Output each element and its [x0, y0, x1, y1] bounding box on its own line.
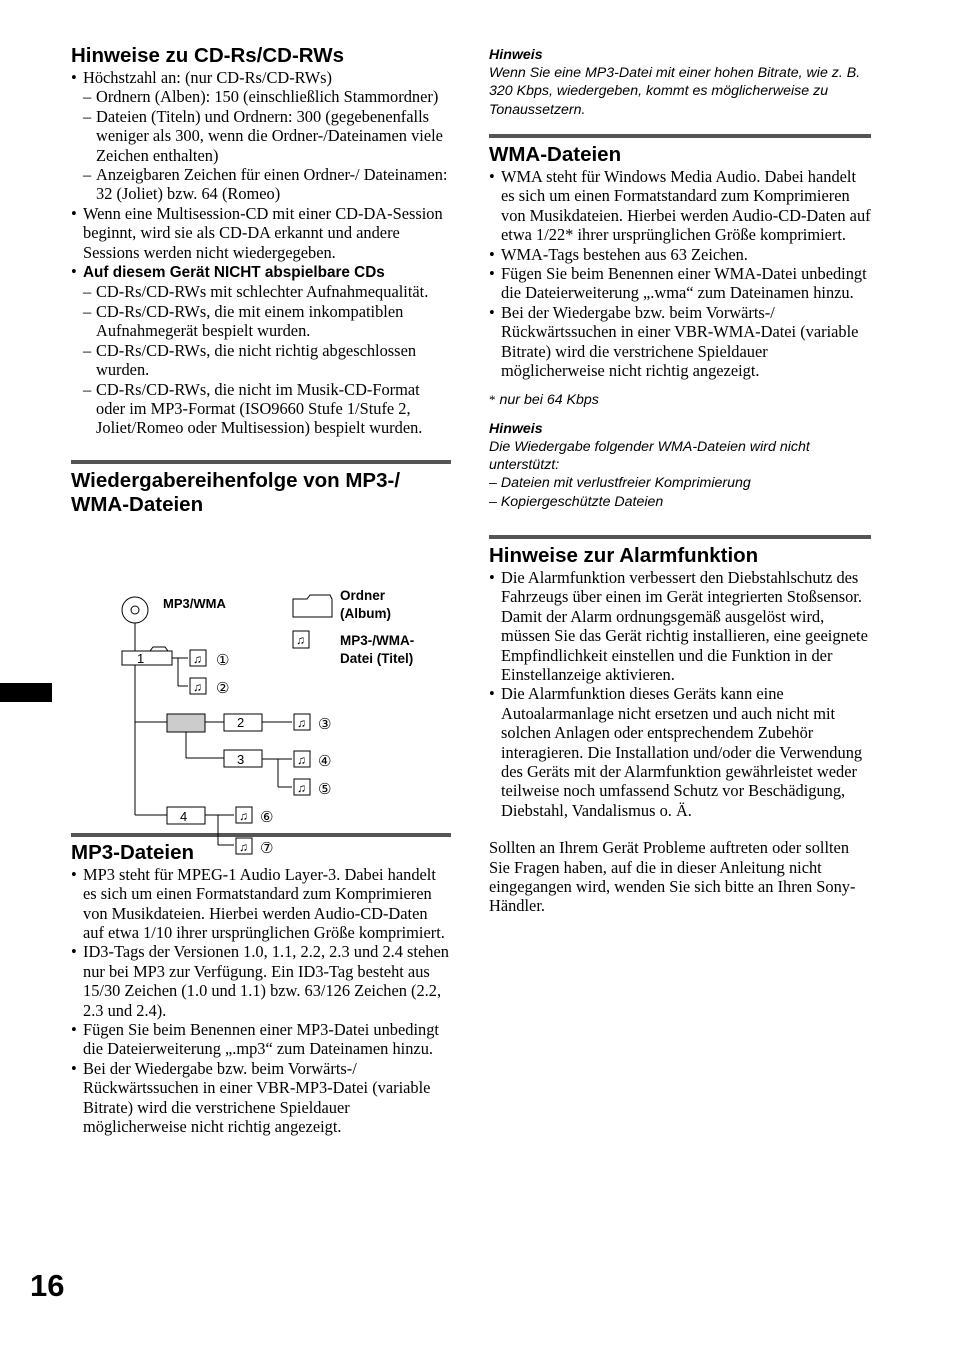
- mp3-heading: MP3-Dateien: [71, 833, 451, 865]
- folder-number: 3: [237, 752, 245, 767]
- svg-text:♫: ♫: [297, 753, 306, 767]
- cd-icon: [122, 597, 148, 623]
- mp3-list: [71, 865, 451, 1137]
- root-label: MP3/WMA: [163, 596, 226, 611]
- file-icon-3: [294, 714, 310, 730]
- folder-2-icon: [167, 714, 205, 732]
- note-title: Hinweis: [489, 47, 543, 63]
- unplayable-heading: Auf diesem Gerät NICHT abspielbare CDs: [83, 264, 385, 282]
- folder-number: 2: [237, 715, 245, 730]
- section-tab-marker: [0, 683, 52, 702]
- footnote-mark: *: [489, 392, 496, 408]
- track-number: ②: [216, 680, 230, 697]
- legend-file-icon: [293, 631, 309, 648]
- note-text: Wenn Sie eine MP3-Datei mit einer hohen Bitrate, wie z. B. 320 Kbps, wiedergeben, kommt es möglicherweise zu Tonaussetzern.: [489, 65, 861, 118]
- list-item: • Bei der Wiedergabe bzw. beim Vorwärts-/ Rückwärtssuchen in einer VBR-WMA-Datei (variable Bitrate) wird die verstrichene Spieldauer möglicherweise nicht richtig angezeigt.: [489, 303, 871, 381]
- cdrs-list: [71, 68, 451, 438]
- note-text: Die Wiedergabe folgender WMA-Dateien wird nicht unterstützt:: [489, 438, 810, 474]
- footnote: [489, 390, 871, 409]
- folder-tree-diagram: [112, 583, 452, 873]
- list-item: • Bei der Wiedergabe bzw. beim Vorwärts-/ Rückwärtssuchen in einer VBR-MP3-Datei (variable Bitrate) wird die verstrichene Spieldauer möglicherweise nicht richtig angezeigt.: [71, 1059, 451, 1137]
- legend-folder-icon: [293, 595, 332, 617]
- folder-number: 1: [137, 651, 145, 666]
- note-text: – Dateien mit verlustfreier Komprimierung: [489, 475, 751, 492]
- list-item: • Die Alarmfunktion verbessert den Diebstahlschutz des Fahrzeugs über einen im Gerät integrierten Stoßsensor. Damit der Alarm ordnungsgemäß ausgelöst wird, müssen Sie das Gerät richtig installieren, eine geeignete Empfindlichkeit einstellen und die Funktion in der Einstellanzeige aktivieren.: [489, 568, 871, 684]
- list-item: • Höchstzahl an: (nur CD-Rs/CD-RWs) – Ordnern (Alben): 150 (einschließlich Stammordner) – Dateien (Titeln) und Ordnern: 300 (gegebenenfalls weniger als 300, wenn die Ordner-/Dateinamen viele Zeichen enthalten) – Anzeigbaren Zeichen für einen Ordner-/ Dateinamen: 32 (Joliet) bzw. 64 (Romeo): [71, 68, 451, 204]
- list-item: – Anzeigbaren Zeichen für einen Ordner-/ Dateinamen: 32 (Joliet) bzw. 64 (Romeo): [71, 165, 451, 204]
- file-icon-6: [236, 807, 252, 823]
- list-item: • Die Alarmfunktion dieses Geräts kann eine Autoalarmanlage nicht ersetzen und auch nicht mit solchen Anlagen oder entsprechendem Zubehör interagieren. Die Installation und/oder die Verwendung des Geräts mit der Alarmfunktion gewährleistet weder teilweise noch umfassend Schutz vor Beschädigung, Diebstahl, Vandalismus o. Ä.: [489, 684, 871, 820]
- svg-text:♫: ♫: [297, 716, 306, 730]
- track-number: ④: [318, 753, 332, 770]
- file-icon-5: [294, 779, 310, 795]
- list-item: – Dateien (Titeln) und Ordnern: 300 (gegebenenfalls weniger als 300, wenn die Ordner-/Dateinamen viele Zeichen enthalten): [71, 107, 451, 165]
- wma-list: [489, 167, 871, 380]
- svg-text:♫: ♫: [297, 781, 306, 795]
- closing-paragraph: Sollten an Ihrem Gerät Probleme auftreten oder sollten Sie Fragen haben, auf die in dieser Anleitung nicht eingegangen wird, wenden Sie sich bitte an Ihren Sony-Händler.: [489, 838, 856, 916]
- list-item: • Fügen Sie beim Benennen einer WMA-Datei unbedingt die Dateierweiterung „.wma“ zum Dateinamen hinzu.: [489, 264, 871, 303]
- cdrs-heading: Hinweise zu CD-Rs/CD-RWs: [71, 44, 344, 67]
- note-title: Hinweis: [489, 420, 543, 437]
- legend-file-label: MP3-/WMA-: [340, 633, 415, 648]
- file-icon-1: [190, 650, 206, 666]
- list-item: – CD-Rs/CD-RWs mit schlechter Aufnahmequalität.: [71, 282, 451, 301]
- file-icon-2: [190, 678, 206, 694]
- track-number: ③: [318, 716, 332, 733]
- list-item: – CD-Rs/CD-RWs, die nicht im Musik-CD-Format oder im MP3-Format (ISO9660 Stufe 1/Stufe 2, Joliet/Romeo oder Multisession) bespielt wurden.: [71, 380, 451, 438]
- list-item: • WMA-Tags bestehen aus 63 Zeichen.: [489, 245, 871, 264]
- list-item: • Wenn eine Multisession-CD mit einer CD-DA-Session beginnt, wird sie als CD-DA erkannt und andere Sessions werden nicht wiedergegeben.: [71, 204, 451, 262]
- svg-text:♫: ♫: [296, 633, 305, 647]
- file-icon-7: [236, 838, 252, 854]
- track-number: ⑤: [318, 781, 332, 798]
- svg-text:♫: ♫: [239, 840, 248, 854]
- list-item: • ID3-Tags der Versionen 1.0, 1.1, 2.2, 2.3 und 2.4 stehen nur bei MP3 zur Verfügung. Ein ID3-Tag besteht aus 15/30 Zeichen (1.0 und 1.1) bzw. 63/126 Zeichen (2.2, 2.3 und 2.4).: [71, 942, 451, 1020]
- list-item: • MP3 steht für MPEG-1 Audio Layer-3. Dabei handelt es sich um einen Formatstandard zum Komprimieren von Musikdateien. Hierbei werden Audio-CD-Daten auf etwa 1/10 ihrer ursprünglichen Größe komprimiert.: [71, 865, 451, 943]
- right-column: [489, 46, 871, 916]
- folder-1-icon: [122, 651, 172, 665]
- alarm-heading: Hinweise zur Alarmfunktion: [489, 535, 871, 568]
- track-number: ⑥: [260, 809, 274, 826]
- svg-text:♫: ♫: [193, 680, 202, 694]
- alarm-list: [489, 568, 871, 820]
- folder-number: 4: [180, 809, 188, 824]
- file-icon-4: [294, 751, 310, 767]
- order-heading: Wiedergabereihenfolge von MP3-/ WMA-Dateien: [71, 460, 451, 517]
- track-number: ⑦: [260, 840, 274, 857]
- legend-file-label-2: Datei (Titel): [340, 651, 414, 666]
- legend-folder-label: Ordner: [340, 588, 386, 603]
- wma-heading: WMA-Dateien: [489, 134, 871, 167]
- svg-text:♫: ♫: [239, 809, 248, 823]
- note-text: – Kopiergeschützte Dateien: [489, 493, 664, 510]
- list-item: – CD-Rs/CD-RWs, die mit einem inkompatiblen Aufnahmegerät bespielt wurden.: [71, 302, 451, 341]
- svg-text:♫: ♫: [193, 652, 202, 666]
- list-item: • Fügen Sie beim Benennen einer MP3-Datei unbedingt die Dateierweiterung „.mp3“ zum Dateinamen hinzu.: [71, 1020, 451, 1059]
- list-item: • WMA steht für Windows Media Audio. Dabei handelt es sich um einen Formatstandard zum Komprimieren von Musikdateien. Hierbei werden Audio-CD-Daten auf etwa 1/22* ihrer ursprünglichen Größe komprimiert.: [489, 167, 871, 245]
- list-item: – Ordnern (Alben): 150 (einschließlich Stammordner): [71, 87, 451, 106]
- legend-folder-label-2: (Album): [340, 606, 391, 621]
- list-item: – CD-Rs/CD-RWs, die nicht richtig abgeschlossen wurden.: [71, 341, 451, 380]
- track-number: ①: [216, 652, 230, 669]
- page-number: 16: [30, 1268, 65, 1303]
- footnote-text: nur bei 64 Kbps: [499, 392, 599, 409]
- list-item: [71, 262, 451, 438]
